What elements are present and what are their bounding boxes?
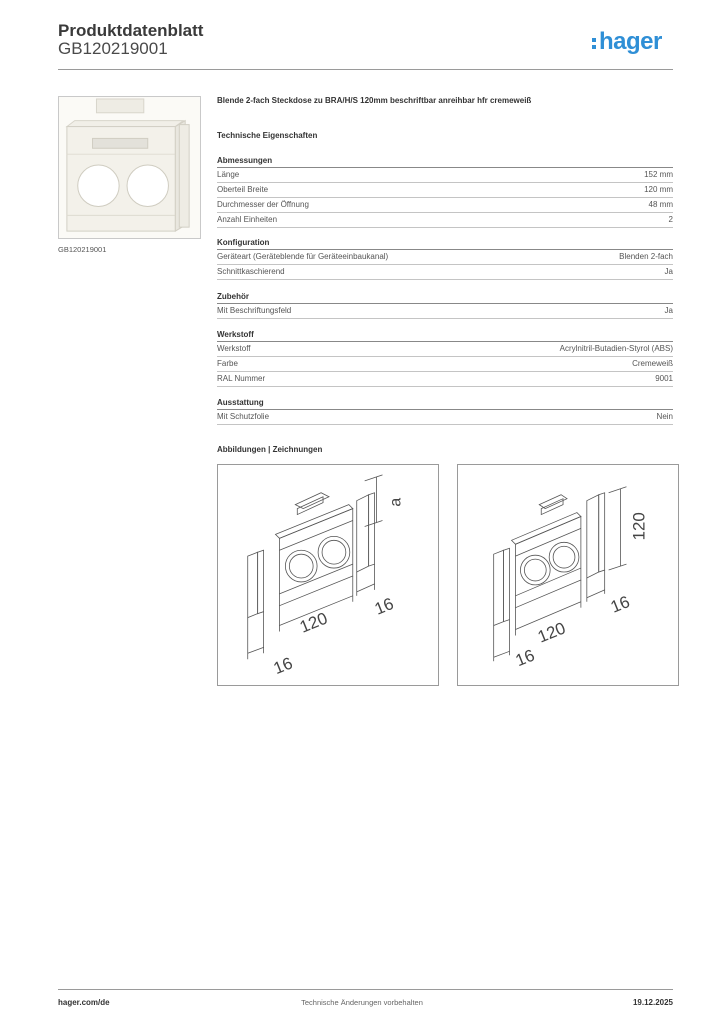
row-value: Cremeweiß	[632, 359, 673, 368]
row-value: 120 mm	[644, 185, 673, 194]
row-value: Acrylnitril-Butadien-Styrol (ABS)	[559, 344, 673, 353]
group-dimensions	[217, 155, 673, 228]
group-title: Zubehör	[217, 291, 673, 304]
row-label: Geräteart (Geräteblende für Geräteeinbaukanal)	[217, 252, 389, 261]
row-value: 9001	[655, 374, 673, 383]
dim-label-120: 120	[297, 608, 331, 637]
header-divider	[58, 69, 673, 70]
row-value: Ja	[664, 267, 673, 276]
footer-divider	[58, 989, 673, 990]
row-value: Ja	[664, 306, 673, 315]
table-row	[217, 372, 673, 387]
cover-plate-image	[59, 97, 200, 238]
dim-label-120-height: 120	[629, 512, 649, 541]
footer-date: 19.12.2025	[632, 998, 673, 1007]
footer-notice: Technische Änderungen vorbehalten	[301, 998, 423, 1007]
row-label: Oberteil Breite	[217, 185, 269, 194]
tech-properties-heading: Technische Eigenschaften	[217, 131, 318, 140]
row-value: 2	[668, 215, 673, 224]
dim-label-a: a	[387, 497, 405, 507]
row-value: Blenden 2-fach	[619, 252, 673, 261]
dim-label-16-right: 16	[607, 592, 633, 617]
table-row	[217, 168, 673, 183]
logo-dots-icon	[592, 35, 596, 51]
table-row	[217, 265, 673, 280]
group-title: Werkstoff	[217, 329, 673, 342]
group-accessories	[217, 291, 673, 319]
table-row	[217, 410, 673, 425]
row-label: Anzahl Einheiten	[217, 215, 278, 224]
footer-website: hager.com/de	[58, 998, 110, 1007]
header-product-code: GB120219001	[58, 39, 168, 58]
group-title: Ausstattung	[217, 397, 673, 410]
table-row	[217, 183, 673, 198]
dim-label-120: 120	[535, 618, 569, 647]
row-value: 152 mm	[644, 170, 673, 179]
drawings-heading: Abbildungen | Zeichnungen	[217, 445, 323, 454]
group-configuration	[217, 237, 673, 280]
table-row	[217, 357, 673, 372]
table-row	[217, 250, 673, 265]
row-label: RAL Nummer	[217, 374, 266, 383]
hager-logo	[592, 28, 662, 56]
logo-text: hager	[599, 28, 662, 55]
dim-label-16-left: 16	[270, 653, 296, 679]
table-row	[217, 213, 673, 228]
dim-label-16-right: 16	[371, 594, 397, 619]
dimension-drawing-2	[457, 464, 679, 686]
group-title: Abmessungen	[217, 155, 673, 168]
group-material	[217, 329, 673, 387]
group-equipment	[217, 397, 673, 425]
row-label: Mit Beschriftungsfeld	[217, 306, 292, 315]
row-value: 48 mm	[648, 200, 673, 209]
row-label: Länge	[217, 170, 240, 179]
dimension-drawing-1	[217, 464, 439, 686]
row-label: Mit Schutzfolie	[217, 412, 270, 421]
product-title: Blende 2-fach Steckdose zu BRA/H/S 120mm beschriftbar anreihbar hfr cremeweiß	[217, 96, 532, 105]
row-label: Schnittkaschierend	[217, 267, 285, 276]
table-row	[217, 342, 673, 357]
thumbnail-caption: GB120219001	[58, 245, 107, 254]
technical-drawing-1	[218, 465, 438, 685]
technical-drawing-2	[458, 465, 678, 685]
row-label: Farbe	[217, 359, 238, 368]
table-row	[217, 198, 673, 213]
header-title: Produktdatenblatt	[58, 21, 204, 40]
row-label: Werkstoff	[217, 344, 251, 353]
table-row	[217, 304, 673, 319]
dim-label-16-left: 16	[512, 645, 538, 671]
product-thumbnail	[58, 96, 201, 239]
row-value: Nein	[656, 412, 673, 421]
group-title: Konfiguration	[217, 237, 673, 250]
row-label: Durchmesser der Öffnung	[217, 200, 309, 209]
